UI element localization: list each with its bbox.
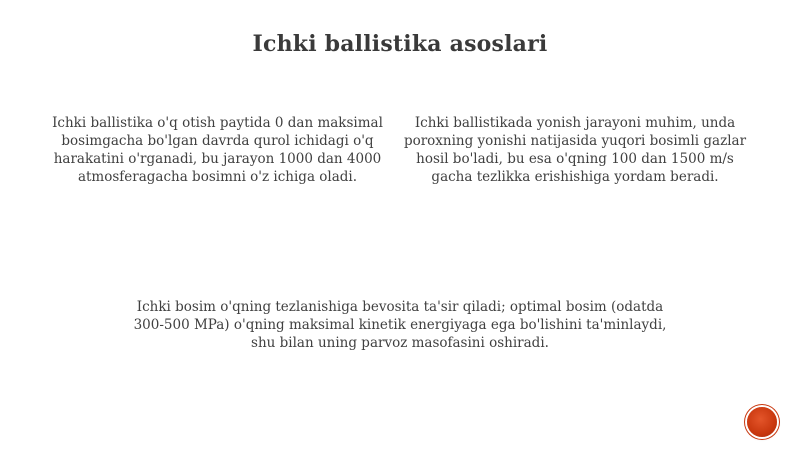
paragraph-right: Ichki ballistikada yonish jarayoni muhim, unda poroxning yonishi natijasida yuqori bosimli gazlar hosil bo'ladi, bu esa o'qning 100 dan 1500 m/s gacha tezlikka erishishiga yordam beradi. xyxy=(403,115,747,185)
paragraph-bottom: Ichki bosim o'qning tezlanishiga bevosita ta'sir qiladi; optimal bosim (odatda 300-500 MPa) o'qning maksimal kinetik energiyaga ega bo'lishini ta'minlaydi, shu bilan uning parvoz masofasini oshiradi. xyxy=(133,299,667,351)
paragraph-left: Ichki ballistika o'q otish paytida 0 dan maksimal bosimgacha bo'lgan davrda qurol ichidagi o'q harakatini o'rganadi, bu jarayon 1000 dan 4000 atmosferagacha bosimni o'z ichiga oladi. xyxy=(52,115,383,185)
circle-nav-icon[interactable] xyxy=(747,407,777,437)
slide-title: Ichki ballistika asoslari xyxy=(252,31,548,57)
